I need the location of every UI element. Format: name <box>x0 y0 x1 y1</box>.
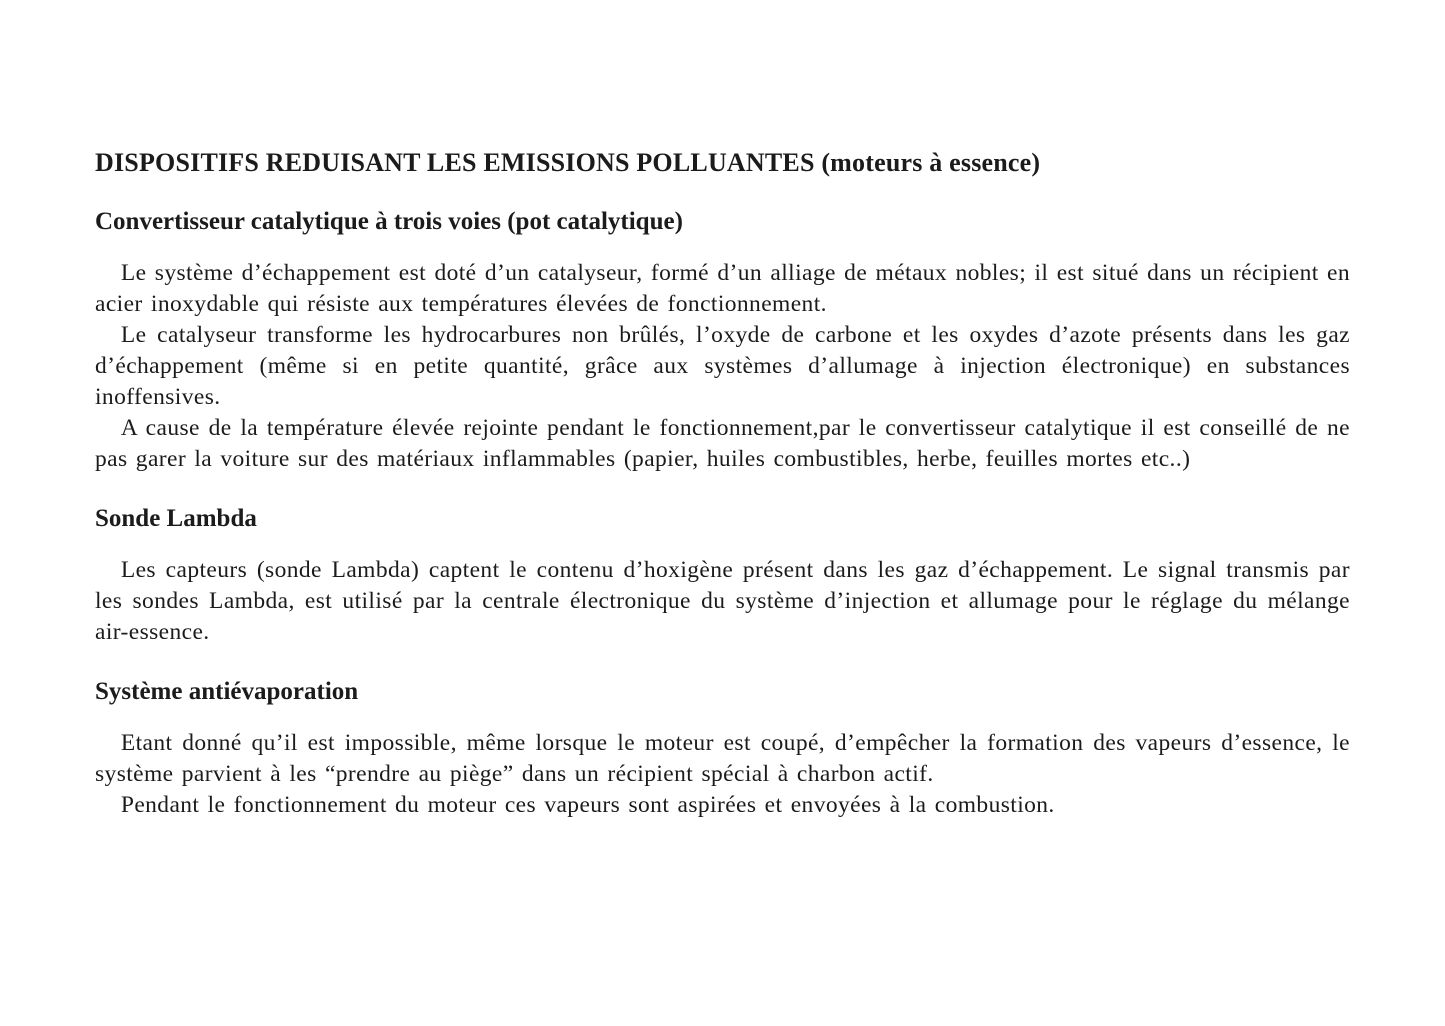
paragraph: Le catalyseur transforme les hydrocarbures non brûlés, l’oxyde de carbone et les oxydes d’azote présents dans les gaz d’échappement (même si en petite quantité, grâce aux systèmes d’allumage à injection électronique) en substances inoffensives. <box>95 322 1350 410</box>
section-heading-anti-evaporation: Système antiévaporation <box>95 678 359 705</box>
section-anti-evaporation <box>95 678 1350 821</box>
paragraph: Pendant le fonctionnement du moteur ces vapeurs sont aspirées et envoyées à la combustion. <box>120 792 1055 818</box>
section-catalytic-converter <box>95 208 1350 475</box>
paragraph: Le système d’échappement est doté d’un catalyseur, formé d’un alliage de métaux nobles; il est situé dans un récipient en acier inoxydable qui résiste aux températures élevées de fonctionnement. <box>95 260 1350 317</box>
page-title: DISPOSITIFS REDUISANT LES EMISSIONS POLLUANTES (moteurs à essence) <box>95 148 1041 177</box>
paragraph: Les capteurs (sonde Lambda) captent le contenu d’hoxigène présent dans les gaz d’échappement. Le signal transmis par les sondes Lambda, est utilisé par la centrale électronique du système d’injection et allumage pour le réglage du mélange air-essence. <box>95 557 1350 645</box>
section-heading-catalytic-converter: Convertisseur catalytique à trois voies (pot catalytique) <box>95 208 683 235</box>
paragraph: Etant donné qu’il est impossible, même lorsque le moteur est coupé, d’empêcher la formation des vapeurs d’essence, le système parvient à les “prendre au piège” dans un récipient spécial à charbon actif. <box>95 730 1350 787</box>
paragraph: A cause de la température élevée rejointe pendant le fonctionnement,par le convertisseur catalytique il est conseillé de ne pas garer la voiture sur des matériaux inflammables (papier, huiles combustibles, herbe, feuilles mortes etc..) <box>95 415 1350 472</box>
section-heading-lambda-sensor: Sonde Lambda <box>95 505 257 532</box>
section-lambda-sensor <box>95 505 1350 648</box>
